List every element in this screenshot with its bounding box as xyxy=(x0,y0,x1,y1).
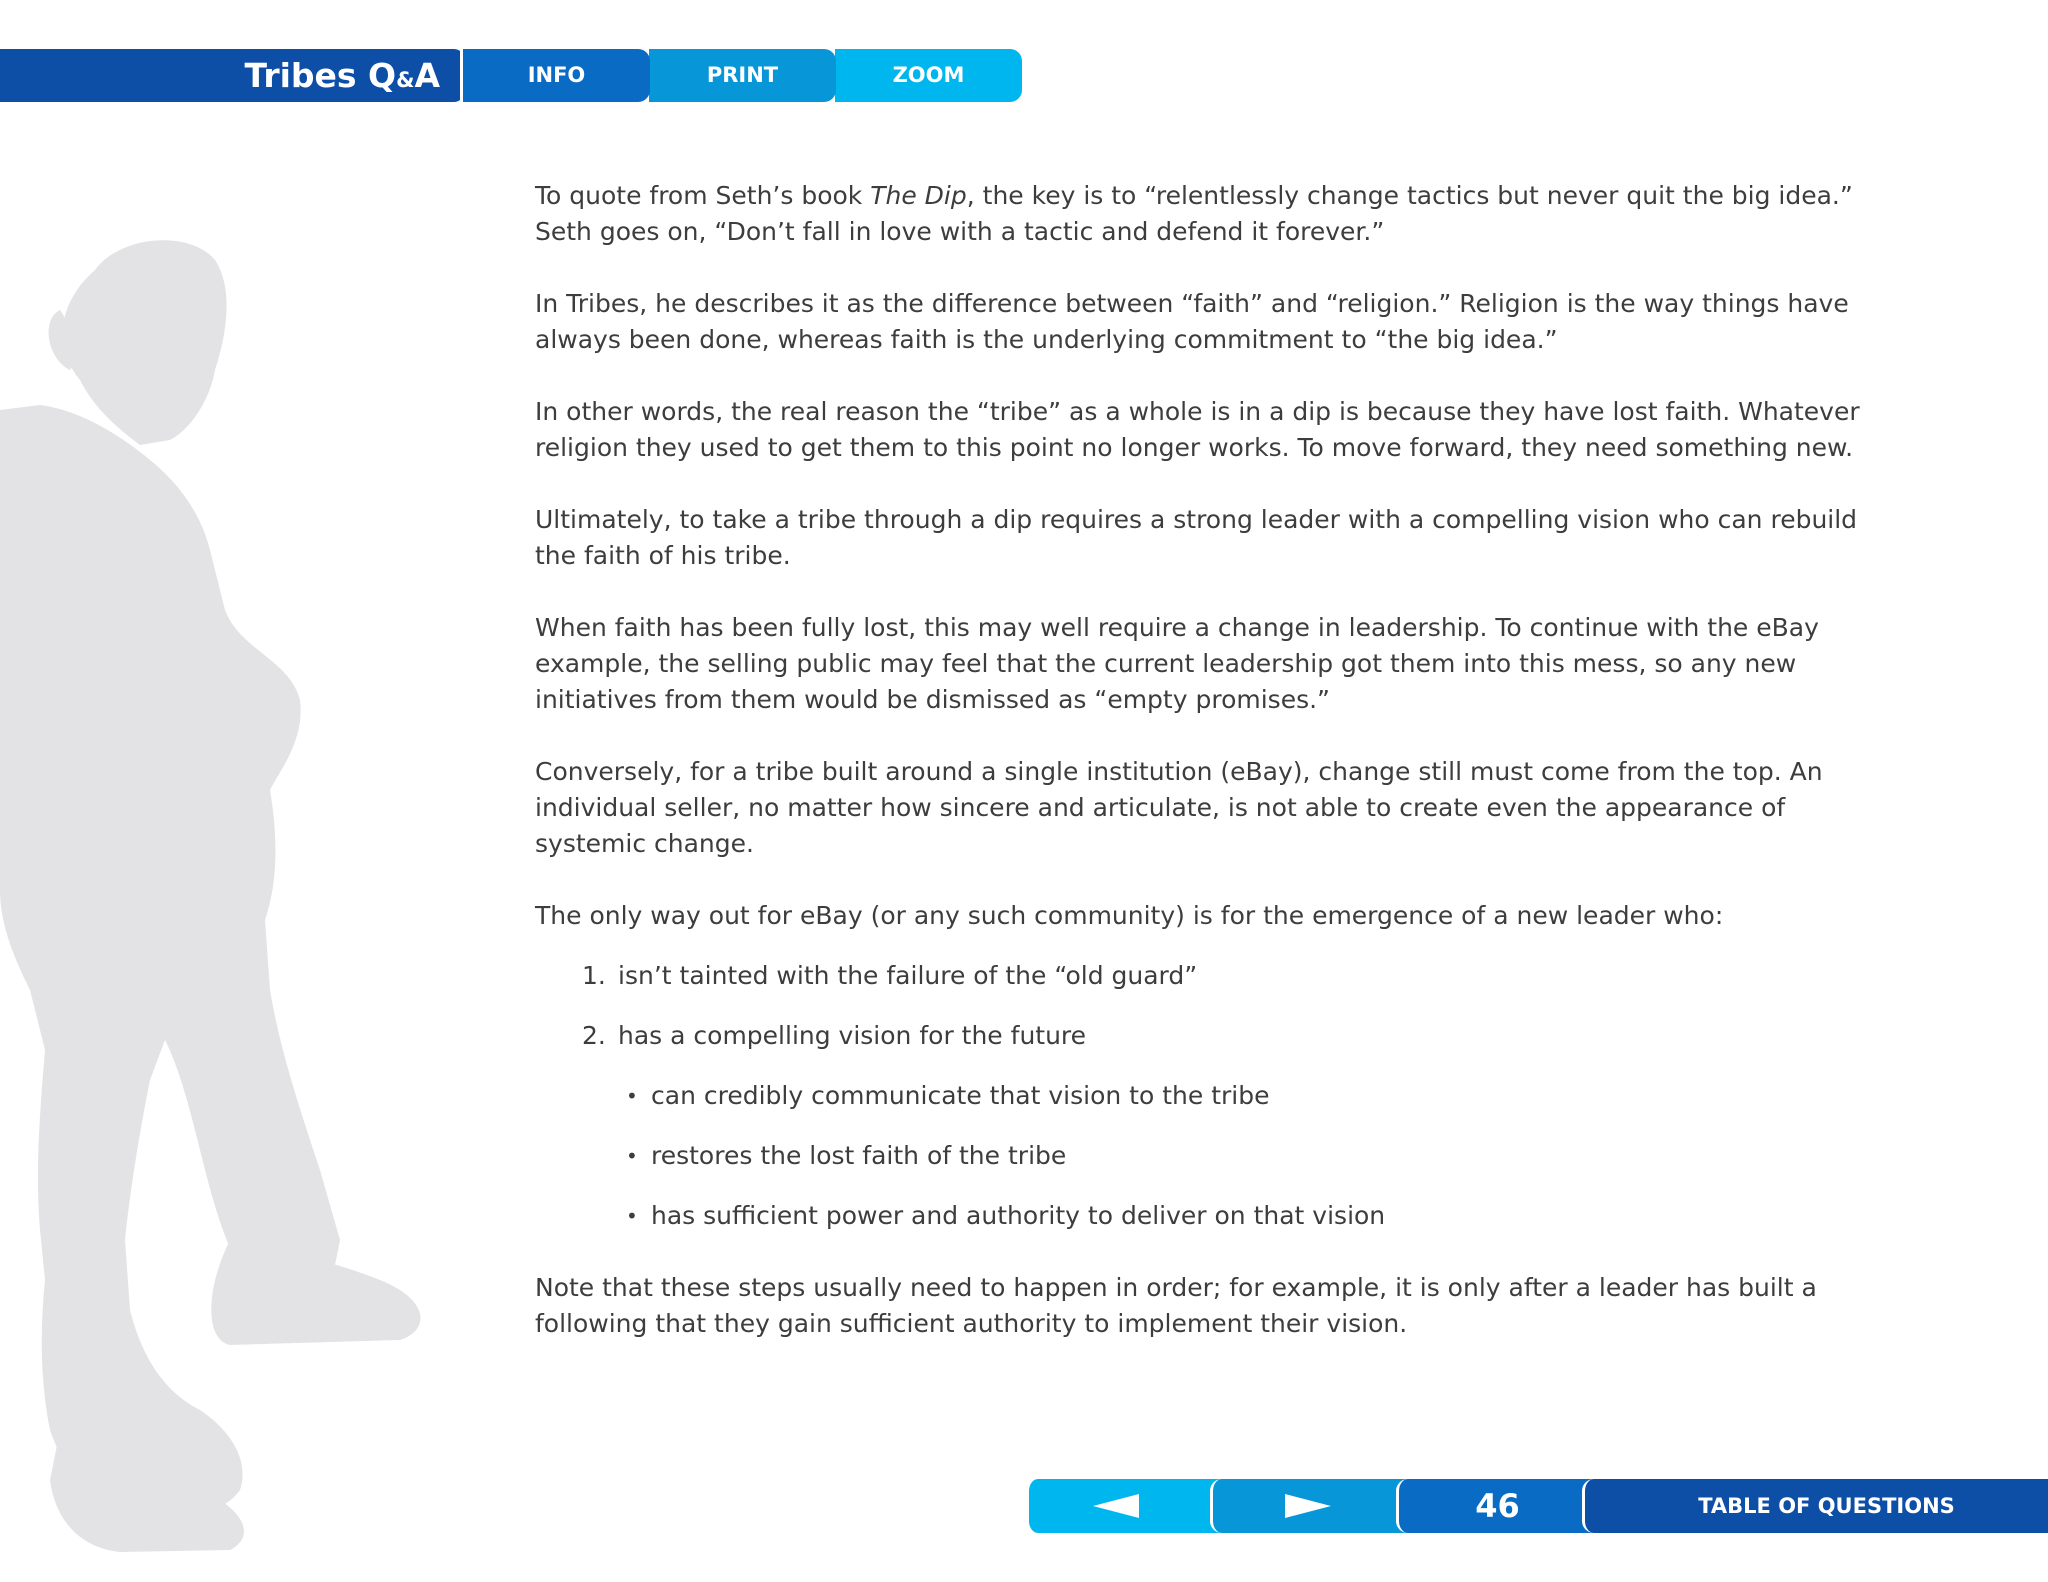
previous-page-button[interactable] xyxy=(1026,1479,1226,1533)
article-body xyxy=(535,178,1865,1378)
paragraph-3: In other words, the real reason the “tribe” as a whole is in a dip is because they have lost faith. Whatever religion they used to get them to this point no longer works. To move forward, they need something new. xyxy=(535,397,1860,462)
paragraph-1: To quote from Seth’s book The Dip, the key is to “relentlessly change tactics but never quit the big idea.” Seth goes on, “Don’t fall in love with a tactic and defend it forever.” xyxy=(535,181,1853,246)
print-tab[interactable]: PRINT xyxy=(646,49,836,102)
numbered-list xyxy=(535,958,1865,1054)
table-of-questions-button[interactable]: TABLE OF QUESTIONS xyxy=(1582,1479,2048,1533)
bullet-list xyxy=(535,1078,1865,1234)
list-item: • restores the lost faith of the tribe xyxy=(626,1141,1067,1170)
paragraph-7: The only way out for eBay (or any such community) is for the emergence of a new leader who: xyxy=(535,901,1724,930)
zoom-tab[interactable]: ZOOM xyxy=(832,49,1022,102)
paragraph-4: Ultimately, to take a tribe through a dip requires a strong leader with a compelling vision who can rebuild the faith of his tribe. xyxy=(535,505,1858,570)
next-page-button[interactable] xyxy=(1210,1479,1410,1533)
paragraph-2: In Tribes, he describes it as the difference between “faith” and “religion.” Religion is the way things have always been done, whereas faith is the underlying commitment to “the big idea.” xyxy=(535,289,1849,354)
paragraph-5: When faith has been fully lost, this may well require a change in leadership. To continue with the eBay example, the selling public may feel that the current leadership got them into this mess, so any new initiatives from them would be dismissed as “empty promises.” xyxy=(535,613,1819,714)
list-item: • can credibly communicate that vision to the tribe xyxy=(626,1081,1270,1110)
top-nav-bar xyxy=(0,49,1022,102)
paragraph-6: Conversely, for a tribe built around a single institution (eBay), change still must come from the top. An individual seller, no matter how sincere and articulate, is not able to create even the appearance of systemic change. xyxy=(535,757,1823,858)
info-tab[interactable]: INFO xyxy=(460,49,650,102)
bottom-nav-bar xyxy=(1026,1479,2048,1533)
paragraph-8: Note that these steps usually need to happen in order; for example, it is only after a leader has built a following that they gain sufficient authority to implement their vision. xyxy=(535,1273,1817,1338)
list-item: 1. isn’t tainted with the failure of the “old guard” xyxy=(582,961,1198,990)
page-number: 46 xyxy=(1396,1479,1596,1533)
right-triangle-icon xyxy=(1285,1494,1335,1518)
brand-banner xyxy=(0,49,464,102)
left-triangle-icon xyxy=(1093,1494,1143,1518)
brand-title: Tribes Q&A xyxy=(244,56,440,95)
list-item: 2. has a compelling vision for the future xyxy=(582,1021,1087,1050)
person-silhouette-image xyxy=(0,230,440,1560)
list-item: • has sufficient power and authority to deliver on that vision xyxy=(626,1201,1386,1230)
